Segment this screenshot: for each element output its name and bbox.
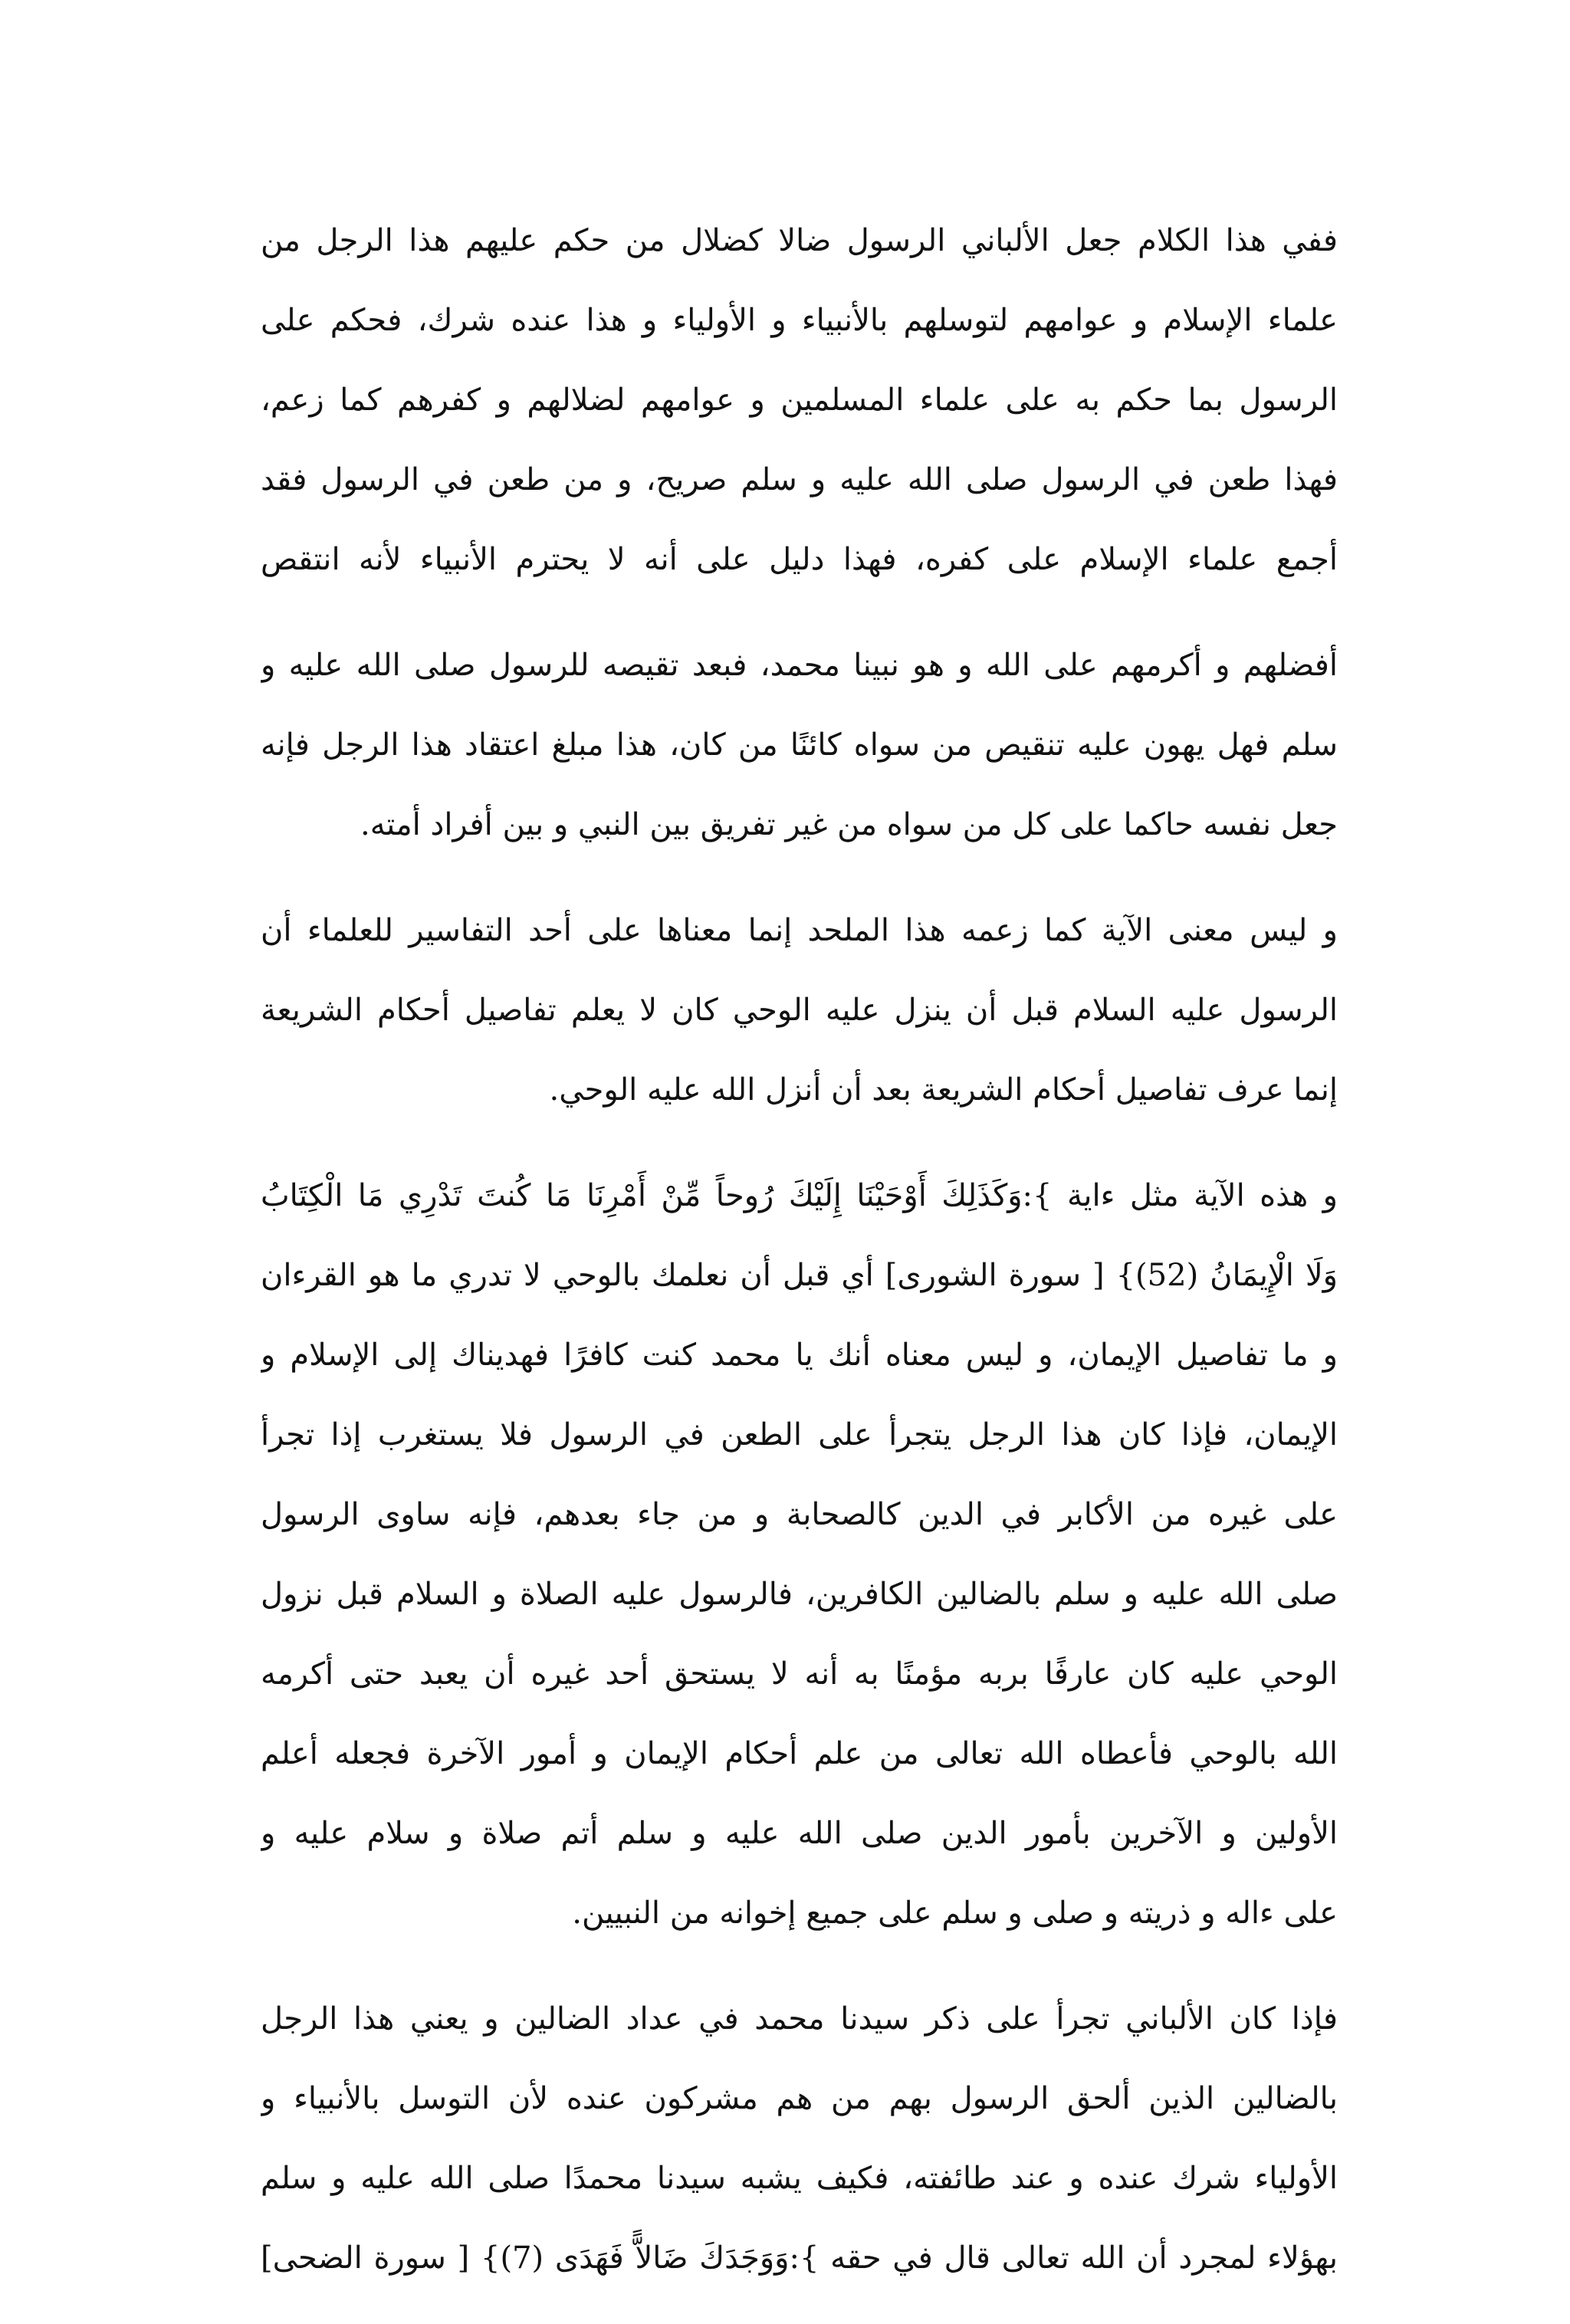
text-line: الأولياء شرك عنده و عند طائفته، فكيف يشبه سيدنا محمدًا صلى الله عليه و سلم xyxy=(261,2161,1338,2196)
text-line: الوحي عليه كان عارفًا بربه مؤمنًا به أنه لا يستحق أحد غيره أن يعبد حتى أكرمه xyxy=(261,1656,1338,1692)
document-body xyxy=(261,201,1338,2324)
paragraph-2 xyxy=(261,625,1338,865)
paragraph-5 xyxy=(261,1979,1338,2298)
text-line: على ءاله و ذريته و صلى و سلم على جميع إخوانه من النبيين. xyxy=(572,1896,1338,1931)
text-line: الله بالوحي فأعطاه الله تعالى من علم أحكام الإيمان و أمور الآخرة فجعله أعلم xyxy=(261,1736,1338,1771)
paragraph-4 xyxy=(261,1156,1338,1953)
text-line: ففي هذا الكلام جعل الألباني الرسول ضالا كضلال من حكم عليهم هذا الرجل من xyxy=(261,223,1338,258)
text-line: و ليس معنى الآية كما زعمه هذا الملحد إنما معناها على أحد التفاسير للعلماء أن xyxy=(261,913,1338,948)
text-line: أجمع علماء الإسلام على كفره، فهذا دليل على أنه لا يحترم الأنبياء لأنه انتقص xyxy=(261,542,1338,577)
text-line: علماء الإسلام و عوامهم لتوسلهم بالأنبياء و الأولياء و هذا عنده شرك، فحكم على xyxy=(261,303,1338,338)
paragraph-1 xyxy=(261,201,1338,599)
text-line: وَلَا الْإِيمَانُ (52)} [ سورة الشورى] أي قبل أن نعلمك بالوحي لا تدري ما هو القرءان xyxy=(261,1258,1338,1293)
text-line: فإذا كان الألباني تجرأ على ذكر سيدنا محمد في عداد الضالين و يعني هذا الرجل xyxy=(261,2001,1338,2037)
text-line: فهذا طعن في الرسول صلى الله عليه و سلم صريح، و من طعن في الرسول فقد xyxy=(261,462,1338,497)
text-line: الأولين و الآخرين بأمور الدين صلى الله عليه و سلم أتم صلاة و سلام عليه و xyxy=(261,1816,1338,1851)
text-line: بالضالين الذين ألحق الرسول بهم من هم مشركون عنده لأن التوسل بالأنبياء و xyxy=(261,2081,1338,2116)
text-line: و هذه الآية مثل ءاية }:وَكَذَلِكَ أَوْحَيْنَا إِلَيْكَ رُوحاً مِّنْ أَمْرِنَا مَا كُنتَ تَدْرِي مَا الْكِتَابُ xyxy=(261,1178,1338,1213)
text-line: جعل نفسه حاكما على كل من سواه من غير تفريق بين النبي و بين أفراد أمته. xyxy=(360,807,1338,842)
text-line: الرسول بما حكم به على علماء المسلمين و عوامهم لضلالهم و كفرهم كما زعم، xyxy=(261,382,1338,418)
text-line: إنما عرف تفاصيل أحكام الشريعة بعد أن أنزل الله عليه الوحي. xyxy=(549,1072,1338,1108)
text-line: بهؤلاء لمجرد أن الله تعالى قال في حقه }:وَوَجَدَكَ ضَالاًّ فَهَدَى (7)} [ سورة الضحى] xyxy=(261,2240,1338,2276)
text-line: و ما تفاصيل الإيمان، و ليس معناه أنك يا محمد كنت كافرًا فهديناك إلى الإسلام و xyxy=(261,1338,1338,1373)
text-line: صلى الله عليه و سلم بالضالين الكافرين، فالرسول عليه الصلاة و السلام قبل نزول xyxy=(261,1577,1338,1612)
paragraph-3 xyxy=(261,891,1338,1130)
text-line: الإيمان، فإذا كان هذا الرجل يتجرأ على الطعن في الرسول فلا يستغرب إذا تجرأ xyxy=(261,1417,1338,1452)
text-line: سلم فهل يهون عليه تنقيص من سواه كائنًا من كان، هذا مبلغ اعتقاد هذا الرجل فإنه xyxy=(261,727,1338,763)
text-line: أفضلهم و أكرمهم على الله و هو نبينا محمد، فبعد تقيصه للرسول صلى الله عليه و xyxy=(261,648,1338,683)
text-line: على غيره من الأكابر في الدين كالصحابة و من جاء بعدهم، فإنه ساوى الرسول xyxy=(261,1497,1338,1532)
text-line: الرسول عليه السلام قبل أن ينزل عليه الوحي كان لا يعلم تفاصيل أحكام الشريعة xyxy=(261,993,1338,1028)
